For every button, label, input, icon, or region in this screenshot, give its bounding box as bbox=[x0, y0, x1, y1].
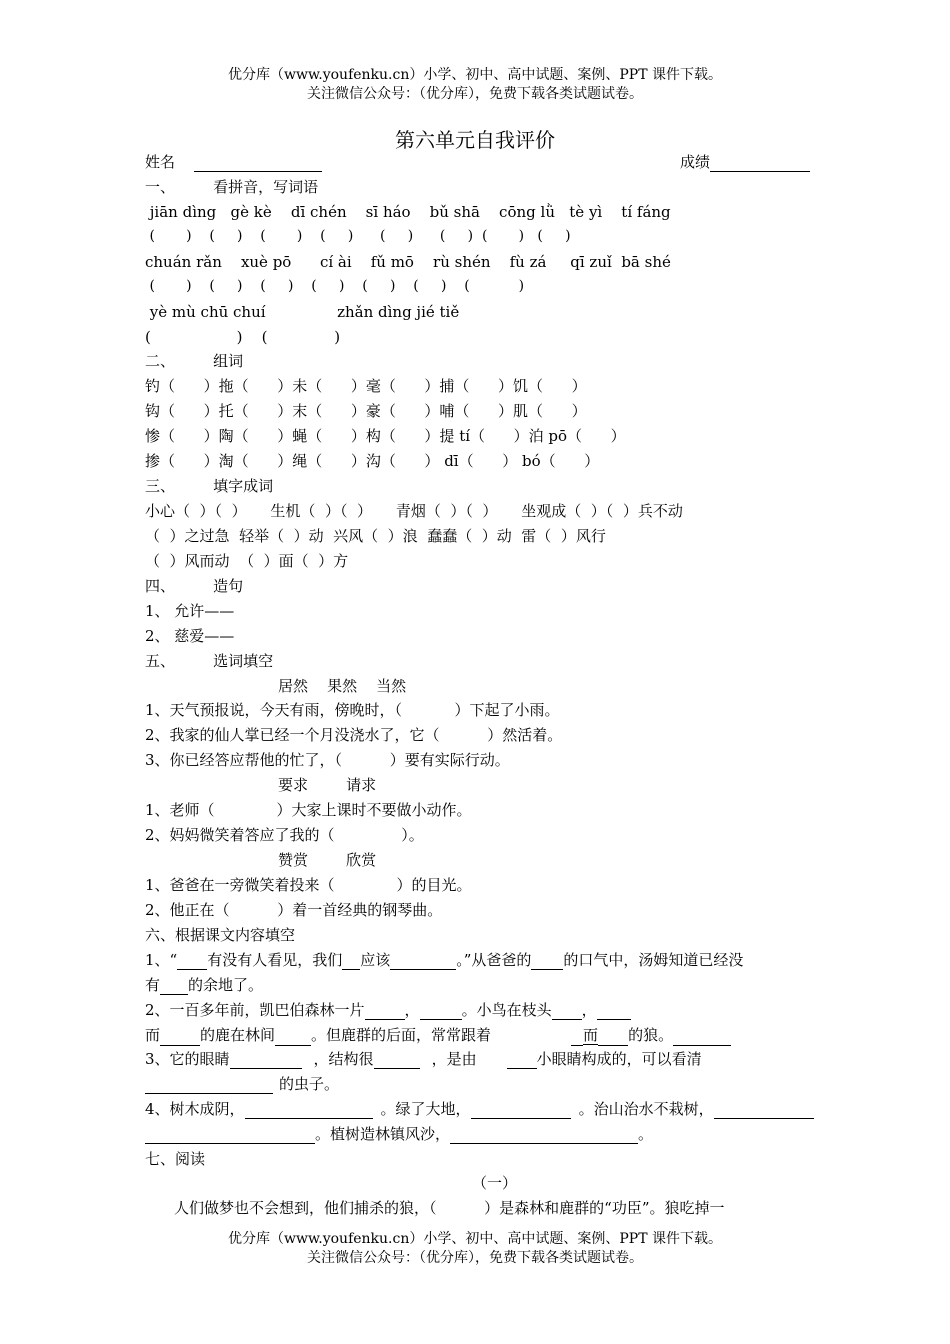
text: 1、“ bbox=[145, 951, 178, 969]
text: 的口气中，汤姆知道已经没 bbox=[563, 951, 744, 969]
section-2-heading: 二、 组词 bbox=[145, 352, 244, 370]
text: 而 bbox=[583, 1026, 599, 1044]
word-group-3: 赞赏 欣赏 bbox=[278, 851, 377, 869]
blank bbox=[598, 1029, 628, 1046]
text-fill-q3-line2 bbox=[145, 1074, 339, 1094]
text: 小眼睛构成的，可以看清 bbox=[536, 1050, 702, 1068]
blank bbox=[145, 1077, 273, 1094]
text-fill-q1-line1 bbox=[145, 950, 743, 970]
blank bbox=[571, 1029, 583, 1046]
pinyin-row-3: yè mù chū chuí zhǎn dìng jié tiě bbox=[145, 303, 460, 321]
name-label: 姓名 bbox=[145, 153, 176, 171]
text: 有 bbox=[145, 976, 161, 994]
text: 。绿了大地， bbox=[380, 1100, 471, 1118]
blank bbox=[365, 1003, 405, 1020]
section-4-heading: 四、 造句 bbox=[145, 577, 244, 595]
text: 。植树造林镇风沙， bbox=[315, 1125, 451, 1143]
fill-q6: 1、爸爸在一旁微笑着投来（ ）的目光。 bbox=[145, 876, 472, 894]
zuci-row-2: 钩（ ）托（ ）末（ ）豪（ ）哺（ ）肌（ ） bbox=[145, 402, 587, 420]
zuci-row-1: 钓（ ）拖（ ）未（ ）毫（ ）捕（ ）饥（ ） bbox=[145, 377, 587, 395]
blank bbox=[342, 953, 360, 970]
text: 。治山治水不栽树， bbox=[578, 1100, 714, 1118]
blank bbox=[177, 953, 207, 970]
word-group-1: 居然 果然 当然 bbox=[278, 677, 407, 695]
section-7-heading: 七、阅读 bbox=[145, 1150, 206, 1168]
footer-line-1: 优分库（www.youfenku.cn）小学、初中、高中试题、案例、PPT 课件下载。 bbox=[227, 1231, 722, 1247]
text: 而 bbox=[145, 1026, 161, 1044]
text-fill-q1-line2 bbox=[145, 975, 263, 995]
reading-subheading: （一） bbox=[472, 1174, 518, 1192]
footer-line-2: 关注微信公众号：（优分库），免费下载各类试题试卷。 bbox=[307, 1250, 643, 1266]
fill-q2: 2、我家的仙人掌已经一个月没浇水了，它（ ）然活着。 bbox=[145, 726, 563, 744]
fill-q1: 1、天气预报说，今天有雨，傍晚时，（ ）下起了小雨。 bbox=[145, 701, 560, 719]
blank bbox=[507, 1052, 537, 1069]
text-fill-q2-line1 bbox=[145, 1000, 631, 1020]
pinyin-row-1: jiān dìng gè kè dī chén sī háo bǔ shā cōng lǜ tè yì tí fáng bbox=[145, 203, 671, 221]
pinyin-row-2: chuán rǎn xuè pō cí ài fǔ mō rù shén fù zá qī zuǐ bā shé bbox=[145, 253, 671, 271]
fill-q3: 3、你已经答应帮他的忙了，（ ）要有实际行动。 bbox=[145, 751, 510, 769]
text-fill-q4-line1 bbox=[145, 1099, 814, 1119]
text: 应该 bbox=[360, 951, 391, 969]
text: 的虫子。 bbox=[279, 1075, 340, 1093]
text-fill-q4-line2 bbox=[145, 1124, 653, 1144]
idiom-row-1: 小心（ ）（ ） 生机（ ）（ ） 青烟（ ）（ ） 坐观成（ ）（ ）兵不动 bbox=[145, 502, 683, 520]
word-group-2: 要求 请求 bbox=[278, 776, 377, 794]
answer-row-2: ( ) ( ) ( ) ( ) ( ) ( ) ( ) bbox=[145, 278, 525, 294]
sentence-q1: 1、 允许—— bbox=[145, 602, 235, 620]
section-3-heading: 三、 填字成词 bbox=[145, 477, 274, 495]
answer-row-3: ( ) ( ) bbox=[145, 328, 341, 346]
text: 。但鹿群的后面，常常跟着 bbox=[311, 1026, 492, 1044]
blank bbox=[145, 1127, 315, 1144]
blank bbox=[230, 1052, 302, 1069]
text: 的余地了。 bbox=[188, 976, 264, 994]
header-line-1: 优分库（www.youfenku.cn）小学、初中、高中试题、案例、PPT 课件下载。 bbox=[227, 67, 722, 83]
text: 3、它的眼睛 bbox=[145, 1050, 230, 1068]
score-field bbox=[680, 152, 810, 172]
blank bbox=[420, 1003, 462, 1020]
reading-paragraph: 人们做梦也不会想到，他们捕杀的狼，（ ）是森林和鹿群的“功臣”。狼吃掉一 bbox=[174, 1199, 725, 1217]
section-5-heading: 五、 选词填空 bbox=[145, 652, 274, 670]
blank bbox=[374, 1052, 420, 1069]
blank bbox=[597, 1003, 631, 1020]
fill-q5: 2、妈妈微笑着答应了我的（ ）。 bbox=[145, 826, 424, 844]
blank bbox=[673, 1029, 731, 1046]
name-blank bbox=[194, 155, 322, 172]
idiom-row-2: （ ）之过急 轻举（ ）动 兴风（ ）浪 蠢蠢（ ）动 雷（ ）风行 bbox=[145, 527, 606, 545]
sentence-q2: 2、 慈爱—— bbox=[145, 627, 235, 645]
text: ，是由 bbox=[431, 1050, 477, 1068]
text: 。 bbox=[638, 1125, 654, 1143]
score-label: 成绩 bbox=[680, 153, 711, 171]
text: 。”从爸爸的 bbox=[456, 951, 532, 969]
text: 有没有人看见，我们 bbox=[207, 951, 343, 969]
blank bbox=[450, 1127, 638, 1144]
name-field bbox=[145, 152, 322, 172]
blank bbox=[390, 953, 456, 970]
blank bbox=[245, 1102, 373, 1119]
score-blank bbox=[710, 155, 810, 172]
blank bbox=[275, 1029, 311, 1046]
page-title: 第六单元自我评价 bbox=[395, 128, 555, 152]
blank bbox=[471, 1102, 571, 1119]
blank bbox=[714, 1102, 814, 1119]
text: 。小鸟在枝头 bbox=[461, 1001, 552, 1019]
text: 的鹿在林间 bbox=[200, 1026, 276, 1044]
text: 的狼。 bbox=[628, 1026, 674, 1044]
zuci-row-4: 掺（ ）淘（ ）绳（ ）沟（ ） dī（ ） bó（ ） bbox=[145, 452, 600, 470]
section-1-heading: 一、 看拼音，写词语 bbox=[145, 178, 319, 196]
fill-q7: 2、他正在（ ）着一首经典的钢琴曲。 bbox=[145, 901, 443, 919]
section-6-heading: 六、根据课文内容填空 bbox=[145, 926, 296, 944]
gap bbox=[491, 1030, 571, 1046]
text: 4、树木成阴， bbox=[145, 1100, 245, 1118]
text: ，结构很 bbox=[313, 1050, 374, 1068]
text-fill-q2-line2 bbox=[145, 1025, 731, 1046]
text-fill-q3-line1 bbox=[145, 1049, 702, 1069]
answer-row-1: ( ) ( ) ( ) ( ) ( ) ( ) ( ) ( ) bbox=[145, 228, 571, 244]
blank bbox=[160, 1029, 200, 1046]
idiom-row-3: （ ）风而动 （ ）面（ ）方 bbox=[145, 552, 349, 570]
fill-q4: 1、老师（ ）大家上课时不要做小动作。 bbox=[145, 801, 472, 819]
text: ， bbox=[404, 1001, 420, 1019]
text: ， bbox=[581, 1001, 597, 1019]
zuci-row-3: 惨（ ）陶（ ）蝇（ ）构（ ）提 tí（ ）泊 pō（ ） bbox=[145, 427, 626, 445]
blank bbox=[160, 978, 188, 995]
header-line-2: 关注微信公众号：（优分库），免费下载各类试题试卷。 bbox=[307, 86, 643, 102]
blank bbox=[552, 1003, 582, 1020]
blank bbox=[531, 953, 563, 970]
text: 2、一百多年前，凯巴伯森林一片 bbox=[145, 1001, 365, 1019]
